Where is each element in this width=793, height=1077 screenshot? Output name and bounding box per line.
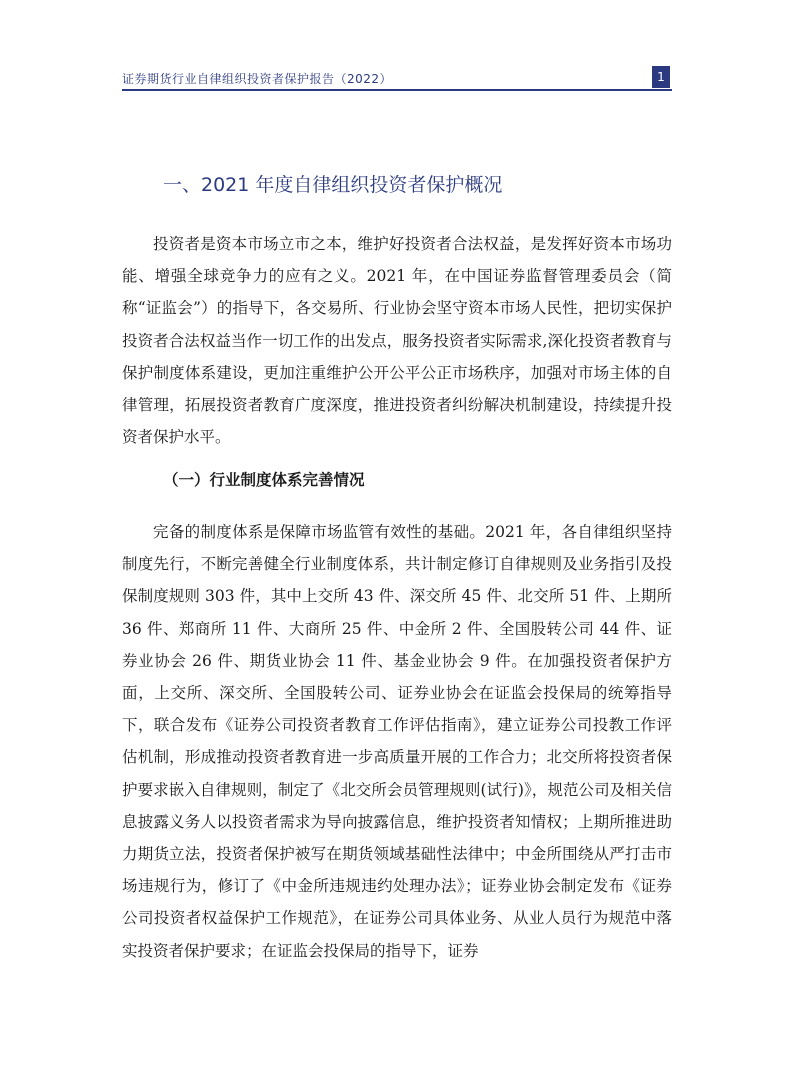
section-heading: 一、2021 年度自律组织投资者保护概况: [163, 174, 503, 196]
body-paragraph: 完备的制度体系是保障市场监管有效性的基础。2021 年，各自律组织坚持制度先行，不断完善健全行业制度体系，共计制定修订自律规则及业务指引及投保制度规则 303 件，其中上交所 43 件、深交所 45 件、北交所 51 件、上期所 36 件、郑商所 11 件、大商所 25 件、中金所 2 件、全国股转公司 44 件、证券业协会 26 件、期货业协会 11 件、基金业协会 9 件。在加强投资者保护方面，上交所、深交所、全国股转公司、证券业协会在证监会投保局的统筹指导下，联合发布《证券公司投资者教育工作评估指南》，建立证券公司投教工作评估机制，形成推动投资者教育进一步高质量开展的工作合力；北交所将投资者保护要求嵌入自律规则，制定了《北交所会员管理规则(试行)》，规范公司及相关信息披露义务人以投资者需求为导向披露信息，维护投资者知情权；上期所推进助力期货立法，投资者保护被写在期货领域基础性法律中；中金所围绕从严打击市场违规行为，修订了《中金所违规违约处理办法》；证券业协会制定发布《证券公司投资者权益保护工作规范》，在证券公司具体业务、从业人员行为规范中落实投资者保护要求；在证监会投保局的指导下，证券: [122, 523, 672, 960]
header-divider: [122, 89, 672, 91]
intro-paragraph: 投资者是资本市场立市之本，维护好投资者合法权益，是发挥好资本市场功能、增强全球竞争力的应有之义。2021 年，在中国证券监督管理委员会（简称“证监会”）的指导下，各交易所、行业协会坚守资本市场人民性，把切实保护投资者合法权益当作一切工作的出发点，服务投资者实际需求,深化投资者教育与保护制度体系建设，更加注重维护公开公平公正市场秩序，加强对市场主体的自律管理，拓展投资者教育广度深度，推进投资者纠纷解决机制建设，持续提升投资者保护水平。: [122, 235, 672, 447]
report-title: 证券期货行业自律组织投资者保护报告（2022）: [122, 72, 393, 86]
page-number: 1: [652, 66, 670, 88]
subsection-heading: （一）行业制度体系完善情况: [163, 470, 365, 489]
page-header: [122, 66, 672, 90]
